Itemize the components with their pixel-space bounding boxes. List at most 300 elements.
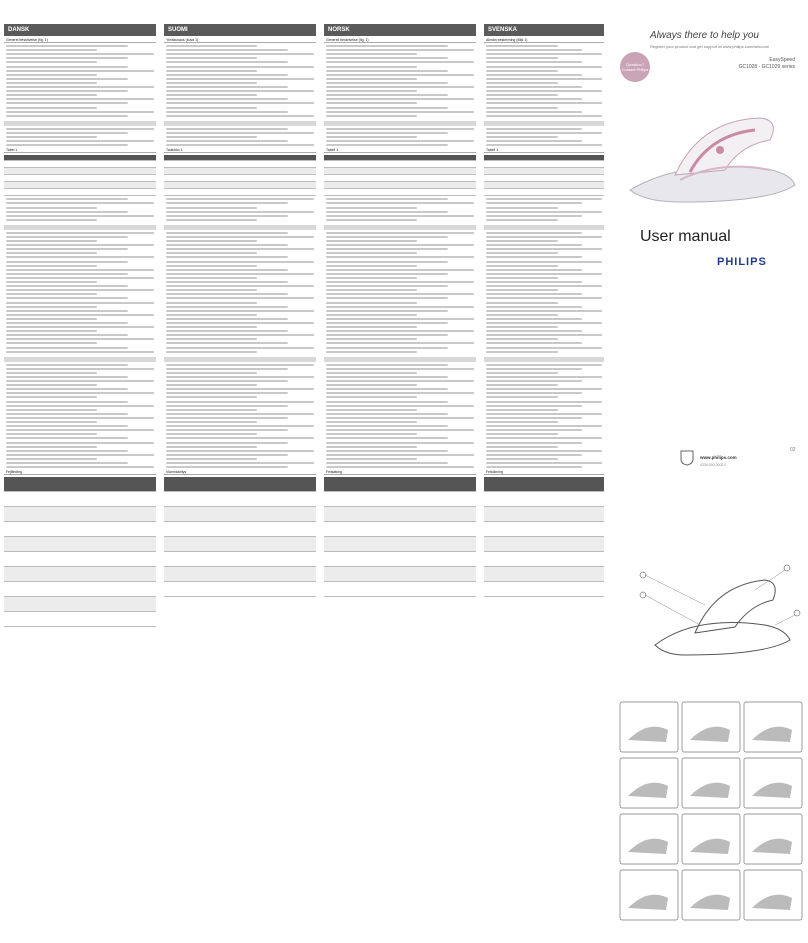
text-line	[166, 433, 257, 435]
text-line	[326, 450, 448, 452]
text-line	[486, 326, 558, 328]
text-line	[486, 405, 582, 407]
text-line	[6, 433, 97, 435]
text-line	[166, 202, 288, 204]
text-line	[166, 310, 314, 312]
text-line	[326, 57, 448, 59]
text-line	[486, 372, 558, 374]
text-line	[166, 437, 314, 439]
section-bar	[4, 225, 156, 230]
text-line	[326, 289, 417, 291]
text-line	[326, 132, 448, 134]
text-line	[326, 261, 448, 263]
table-label: Vianmääritys	[164, 470, 316, 475]
text-line	[486, 70, 558, 72]
shield-logo-icon	[680, 450, 694, 466]
text-line	[486, 198, 602, 200]
text-line	[486, 132, 602, 134]
text-line	[486, 74, 582, 76]
text-line	[326, 248, 448, 250]
text-line	[486, 338, 558, 340]
text-line	[326, 232, 474, 234]
text-line	[486, 458, 558, 460]
section-title: Generel beskrivelse (fig. 1)	[4, 38, 156, 43]
text-line	[6, 314, 154, 316]
table-label: Fejlfinding	[4, 470, 156, 475]
text-line	[486, 78, 602, 80]
text-line	[326, 265, 417, 267]
text-line	[166, 297, 314, 299]
text-line	[6, 396, 97, 398]
text-line	[486, 219, 558, 221]
text-line	[166, 293, 288, 295]
text-line	[166, 277, 257, 279]
text-line	[166, 90, 314, 92]
text-line	[486, 293, 582, 295]
section-bar	[484, 357, 604, 362]
text-line	[326, 45, 448, 47]
text-line	[486, 236, 602, 238]
text-line	[6, 45, 128, 47]
text-line	[6, 70, 154, 72]
text-line	[166, 232, 288, 234]
text-line	[486, 45, 558, 47]
text-line	[326, 256, 474, 258]
text-line	[486, 202, 582, 204]
text-line	[166, 425, 314, 427]
text-line	[326, 417, 474, 419]
text-line	[6, 244, 154, 246]
text-line	[6, 334, 128, 336]
text-line	[166, 136, 257, 138]
text-line	[166, 256, 288, 258]
text-line	[166, 132, 314, 134]
language-header: NORSK	[324, 24, 476, 36]
text-line	[6, 198, 128, 200]
text-line	[166, 429, 288, 431]
text-line	[486, 86, 582, 88]
text-line	[486, 421, 558, 423]
text-line	[486, 322, 602, 324]
text-line	[326, 314, 417, 316]
language-header: DANSK	[4, 24, 156, 36]
text-line	[326, 351, 417, 353]
table-label: Felsökning	[484, 470, 604, 475]
text-line	[6, 140, 154, 142]
text-line	[486, 433, 558, 435]
text-line	[326, 425, 448, 427]
text-line	[486, 61, 582, 63]
section-bar	[484, 225, 604, 230]
text-line	[6, 66, 128, 68]
text-line	[326, 310, 448, 312]
text-line	[486, 53, 602, 55]
text-line	[6, 57, 128, 59]
text-line	[486, 446, 558, 448]
text-line	[326, 409, 417, 411]
text-line	[326, 442, 474, 444]
text-line	[486, 144, 602, 146]
text-line	[6, 417, 154, 419]
section-title: Yleiskuvaus (kuva 1)	[164, 38, 316, 43]
text-line	[6, 240, 97, 242]
text-line	[6, 248, 128, 250]
column-dansk	[4, 24, 156, 936]
section-bar	[484, 121, 604, 126]
text-line	[326, 102, 417, 104]
text-line	[326, 215, 474, 217]
text-line	[6, 384, 97, 386]
text-line	[486, 364, 602, 366]
text-line	[6, 413, 128, 415]
text-line	[6, 74, 97, 76]
text-line	[6, 102, 128, 104]
text-line	[166, 342, 288, 344]
text-line	[486, 380, 582, 382]
text-line	[486, 429, 582, 431]
text-line	[486, 256, 582, 258]
table-label: Tabell 1	[484, 148, 604, 153]
model-codes: GC1028 - GC1029 series	[738, 64, 795, 70]
document-code: 4239.000.0000.0	[700, 463, 727, 467]
text-line	[166, 102, 314, 104]
text-line	[326, 273, 448, 275]
text-line	[6, 458, 97, 460]
text-line	[326, 384, 417, 386]
text-line	[166, 289, 257, 291]
text-line	[6, 215, 154, 217]
text-line	[166, 98, 288, 100]
text-line	[166, 140, 288, 142]
text-line	[486, 232, 582, 234]
text-line	[166, 364, 314, 366]
tagline: Always there to help you	[650, 30, 759, 41]
text-line	[6, 90, 128, 92]
text-line	[326, 347, 448, 349]
text-line	[6, 368, 154, 370]
settings-table	[324, 155, 476, 196]
text-line	[166, 78, 314, 80]
text-line	[6, 252, 97, 254]
text-line	[326, 90, 417, 92]
text-line	[486, 396, 558, 398]
text-line	[326, 392, 474, 394]
text-line	[6, 330, 97, 332]
text-line	[6, 421, 97, 423]
text-line	[486, 211, 602, 213]
text-line	[326, 342, 474, 344]
text-line	[486, 82, 558, 84]
text-line	[6, 297, 128, 299]
text-line	[486, 240, 558, 242]
text-line	[6, 289, 154, 291]
text-line	[166, 318, 288, 320]
text-line	[326, 297, 448, 299]
text-line	[166, 49, 288, 51]
section-bar	[324, 225, 476, 230]
text-line	[166, 462, 314, 464]
text-line	[486, 111, 582, 113]
text-line	[486, 269, 582, 271]
column-svenska	[484, 24, 604, 936]
text-line	[6, 322, 128, 324]
text-line	[326, 334, 448, 336]
text-line	[166, 240, 257, 242]
text-line	[166, 285, 314, 287]
text-line	[6, 49, 97, 51]
text-line	[326, 198, 448, 200]
text-line	[166, 281, 288, 283]
text-line	[166, 413, 314, 415]
column-suomi	[164, 24, 316, 936]
text-line	[166, 53, 314, 55]
text-line	[486, 297, 602, 299]
text-line	[166, 115, 314, 117]
text-line	[326, 61, 474, 63]
text-line	[6, 466, 154, 468]
text-line	[486, 140, 582, 142]
text-line	[6, 326, 154, 328]
text-line	[326, 368, 474, 370]
text-line	[326, 219, 417, 221]
text-line	[166, 450, 314, 452]
text-line	[166, 417, 288, 419]
text-line	[166, 66, 314, 68]
text-line	[326, 446, 417, 448]
text-line	[6, 94, 97, 96]
text-line	[166, 45, 257, 47]
text-line	[166, 421, 257, 423]
text-line	[486, 107, 558, 109]
text-line	[166, 111, 288, 113]
text-line	[166, 219, 257, 221]
text-line	[166, 405, 288, 407]
text-line	[486, 330, 582, 332]
text-line	[486, 207, 558, 209]
text-line	[326, 244, 474, 246]
text-line	[326, 433, 417, 435]
text-line	[486, 128, 582, 130]
text-line	[6, 342, 97, 344]
text-line	[166, 236, 314, 238]
text-line	[486, 318, 582, 320]
text-line	[326, 330, 474, 332]
text-line	[326, 252, 417, 254]
text-line	[326, 466, 474, 468]
text-line	[166, 330, 288, 332]
text-line	[326, 285, 448, 287]
text-line	[6, 347, 128, 349]
text-line	[326, 211, 448, 213]
text-line	[6, 132, 128, 134]
website: www.philips.com	[700, 455, 737, 460]
text-line	[326, 74, 474, 76]
text-line	[6, 211, 128, 213]
text-line	[166, 454, 288, 456]
text-line	[326, 322, 448, 324]
table-label: Tabell 1	[324, 148, 476, 153]
text-line	[166, 409, 257, 411]
text-line	[486, 244, 582, 246]
text-line	[326, 202, 474, 204]
text-line	[326, 396, 417, 398]
text-line	[326, 372, 417, 374]
text-line	[166, 144, 314, 146]
language-header: SVENSKA	[484, 24, 604, 36]
text-line	[326, 364, 448, 366]
text-line	[166, 128, 288, 130]
text-line	[6, 236, 128, 238]
text-line	[6, 306, 97, 308]
text-line	[326, 111, 474, 113]
section-bar	[164, 121, 316, 126]
text-line	[166, 347, 314, 349]
section-title: Generell beskrivelse (fig. 1)	[324, 38, 476, 43]
text-line	[166, 401, 314, 403]
text-line	[6, 144, 128, 146]
text-line	[6, 364, 128, 366]
settings-table	[484, 155, 604, 196]
text-line	[166, 368, 288, 370]
text-line	[326, 376, 448, 378]
document-title: User manual	[640, 228, 731, 245]
troubleshooting-table	[324, 477, 476, 597]
text-line	[326, 236, 448, 238]
text-line	[326, 306, 474, 308]
text-line	[166, 61, 288, 63]
text-line	[166, 269, 288, 271]
text-line	[486, 115, 602, 117]
text-line	[6, 281, 97, 283]
text-line	[6, 442, 154, 444]
troubleshooting-table	[484, 477, 604, 597]
text-line	[326, 269, 474, 271]
table-label: Taulukko 1	[164, 148, 316, 153]
page-marker: 02	[790, 447, 796, 453]
text-line	[326, 86, 474, 88]
text-line	[166, 458, 257, 460]
text-line	[6, 372, 97, 374]
text-line	[486, 437, 602, 439]
text-line	[326, 293, 474, 295]
text-line	[486, 401, 602, 403]
text-line	[6, 293, 97, 295]
step-figures-icon	[618, 700, 806, 940]
text-line	[6, 302, 154, 304]
text-line	[486, 285, 602, 287]
text-line	[6, 232, 154, 234]
section-bar	[324, 121, 476, 126]
text-line	[6, 429, 154, 431]
text-line	[166, 265, 257, 267]
text-line	[6, 61, 97, 63]
text-line	[486, 289, 558, 291]
text-line	[6, 392, 154, 394]
text-line	[486, 425, 602, 427]
text-line	[166, 314, 257, 316]
text-line	[166, 446, 257, 448]
text-line	[326, 115, 417, 117]
text-line	[326, 49, 474, 51]
text-line	[6, 454, 154, 456]
text-line	[326, 128, 474, 130]
text-line	[166, 57, 257, 59]
text-line	[486, 136, 558, 138]
text-line	[486, 384, 558, 386]
text-line	[326, 302, 417, 304]
text-line	[6, 136, 97, 138]
text-line	[326, 82, 448, 84]
text-line	[6, 380, 154, 382]
text-line	[166, 384, 257, 386]
text-line	[166, 306, 288, 308]
text-line	[486, 409, 558, 411]
text-line	[486, 450, 602, 452]
text-line	[6, 128, 154, 130]
text-line	[166, 82, 257, 84]
text-line	[166, 107, 257, 109]
text-line	[6, 111, 154, 113]
text-line	[166, 376, 314, 378]
text-line	[166, 248, 314, 250]
text-line	[6, 285, 128, 287]
text-line	[6, 86, 154, 88]
text-line	[166, 94, 257, 96]
text-line	[326, 413, 448, 415]
text-line	[6, 462, 128, 464]
text-line	[6, 277, 154, 279]
text-line	[486, 454, 582, 456]
text-line	[6, 261, 128, 263]
text-line	[486, 310, 602, 312]
text-line	[166, 74, 288, 76]
text-line	[166, 261, 314, 263]
text-line	[6, 115, 128, 117]
text-line	[326, 437, 448, 439]
text-line	[6, 401, 128, 403]
text-line	[6, 107, 97, 109]
text-line	[486, 342, 582, 344]
text-line	[6, 207, 97, 209]
text-line	[6, 405, 154, 407]
text-line	[486, 90, 602, 92]
text-line	[326, 326, 417, 328]
text-line	[326, 207, 417, 209]
text-line	[166, 211, 314, 213]
text-line	[166, 338, 257, 340]
text-line	[166, 466, 288, 468]
text-line	[6, 82, 97, 84]
iron-parts-diagram-icon	[625, 555, 805, 675]
text-line	[326, 66, 417, 68]
text-line	[6, 450, 128, 452]
section-title: Allmän beskrivning (Bild 1)	[484, 38, 604, 43]
text-line	[6, 256, 154, 258]
text-line	[326, 401, 448, 403]
text-line	[486, 347, 602, 349]
text-line	[486, 351, 558, 353]
text-line	[326, 281, 474, 283]
text-line	[486, 277, 558, 279]
text-line	[486, 466, 582, 468]
text-line	[166, 442, 288, 444]
text-line	[486, 306, 582, 308]
text-line	[486, 413, 602, 415]
text-line	[166, 392, 288, 394]
text-line	[486, 281, 582, 283]
text-line	[6, 318, 97, 320]
text-line	[166, 215, 288, 217]
